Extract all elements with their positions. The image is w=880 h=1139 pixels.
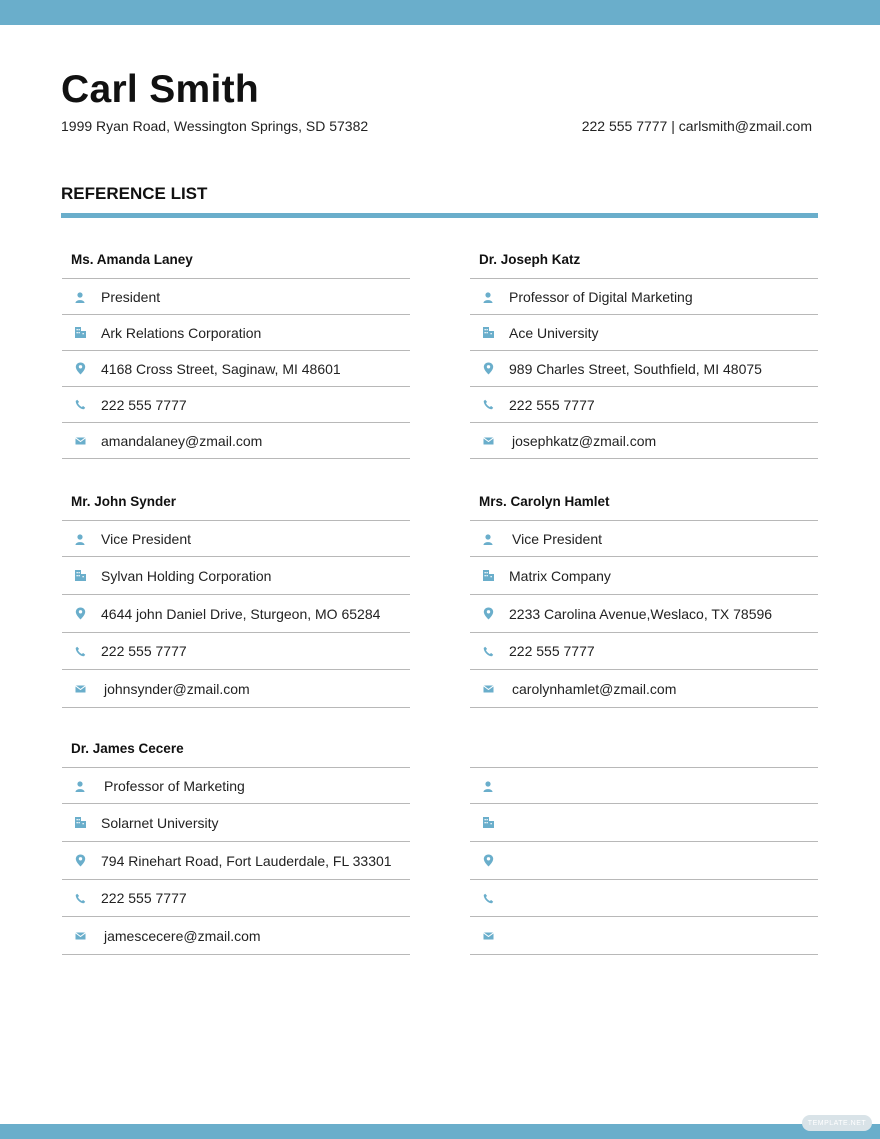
reference-address-row — [62, 595, 410, 633]
reference-email[interactable]: amandalaney@zmail.com — [101, 432, 263, 449]
person-icon — [481, 779, 495, 793]
reference-phone-row — [62, 880, 410, 917]
person-icon — [73, 779, 87, 793]
reference-name: Mrs. Carolyn Hamlet — [470, 486, 818, 521]
person-contact: 222 555 7777 | carlsmith@zmail.com — [581, 118, 812, 134]
phone-icon — [481, 891, 495, 905]
reference-card — [470, 486, 818, 708]
reference-title-row — [470, 768, 818, 804]
reference-address: 4168 Cross Street, Saginaw, MI 48601 — [101, 360, 341, 377]
reference-company: Solarnet University — [101, 814, 219, 831]
reference-company-row — [62, 557, 410, 595]
phone-icon — [73, 644, 87, 658]
reference-card — [470, 244, 818, 459]
reference-company: Matrix Company — [509, 567, 611, 584]
reference-email[interactable]: josephkatz@zmail.com — [512, 432, 657, 449]
person-icon — [481, 532, 495, 546]
reference-email-row — [470, 917, 818, 955]
mail-icon — [481, 434, 495, 448]
reference-title: Professor of Marketing — [104, 777, 245, 794]
reference-card — [62, 733, 410, 955]
reference-title: Vice President — [512, 530, 603, 547]
building-icon — [481, 816, 495, 830]
reference-address-row — [62, 351, 410, 387]
reference-card — [62, 244, 410, 459]
reference-title-row — [470, 279, 818, 315]
reference-company-row — [470, 557, 818, 595]
phone-icon — [73, 398, 87, 412]
reference-company-row — [470, 315, 818, 351]
reference-email-row — [62, 423, 410, 459]
person-address: 1999 Ryan Road, Wessington Springs, SD 57382 — [61, 118, 369, 134]
reference-title-row — [470, 521, 818, 557]
reference-title-row — [62, 768, 410, 804]
reference-email-row — [62, 917, 410, 955]
reference-address: 794 Rinehart Road, Fort Lauderdale, FL 33301 — [101, 852, 392, 869]
location-pin-icon — [73, 854, 87, 868]
reference-phone[interactable]: 222 555 7777 — [509, 643, 595, 659]
reference-address-row — [470, 595, 818, 633]
mail-icon — [73, 929, 87, 943]
building-icon — [481, 326, 495, 340]
building-icon — [73, 816, 87, 830]
reference-phone-row — [470, 880, 818, 917]
reference-name — [470, 733, 818, 768]
reference-address: 989 Charles Street, Southfield, MI 48075 — [509, 360, 762, 377]
reference-title: President — [101, 288, 161, 305]
reference-address: 4644 john Daniel Drive, Sturgeon, MO 65284 — [101, 605, 381, 622]
reference-phone-row — [62, 633, 410, 670]
reference-card — [470, 733, 818, 955]
location-pin-icon — [73, 607, 87, 621]
reference-company-row — [62, 804, 410, 842]
reference-address-row — [62, 842, 410, 880]
reference-title: Professor of Digital Marketing — [509, 288, 693, 305]
phone-icon — [481, 644, 495, 658]
reference-name: Mr. John Synder — [62, 486, 410, 521]
reference-phone-row — [470, 633, 818, 670]
reference-email-row — [470, 670, 818, 708]
reference-company: Ace University — [509, 324, 599, 341]
mail-icon — [481, 682, 495, 696]
person-icon — [73, 290, 87, 304]
location-pin-icon — [73, 362, 87, 376]
reference-phone-row — [470, 387, 818, 423]
top-accent-bar — [0, 0, 880, 25]
reference-phone[interactable]: 222 555 7777 — [101, 396, 187, 413]
mail-icon — [481, 929, 495, 943]
person-icon — [73, 532, 87, 546]
reference-phone[interactable]: 222 555 7777 — [101, 643, 187, 659]
section-divider — [61, 213, 818, 218]
mail-icon — [73, 682, 87, 696]
reference-name: Ms. Amanda Laney — [62, 244, 410, 279]
reference-company: Ark Relations Corporation — [101, 324, 262, 341]
reference-name: Dr. Joseph Katz — [470, 244, 818, 279]
reference-name: Dr. James Cecere — [62, 733, 410, 768]
reference-phone[interactable]: 222 555 7777 — [509, 396, 595, 413]
location-pin-icon — [481, 854, 495, 868]
reference-email-row — [470, 423, 818, 459]
building-icon — [73, 326, 87, 340]
reference-email[interactable]: johnsynder@zmail.com — [104, 680, 250, 697]
person-name: Carl Smith — [61, 68, 260, 111]
reference-email[interactable]: jamescecere@zmail.com — [104, 927, 261, 944]
reference-title: Vice President — [101, 530, 192, 547]
reference-email[interactable]: carolynhamlet@zmail.com — [512, 680, 677, 697]
phone-icon — [73, 891, 87, 905]
watermark-badge: TEMPLATE.NET — [802, 1115, 872, 1131]
building-icon — [73, 569, 87, 583]
reference-address-row — [470, 351, 818, 387]
reference-title-row — [62, 521, 410, 557]
reference-company-row — [470, 804, 818, 842]
reference-card — [62, 486, 410, 708]
mail-icon — [73, 434, 87, 448]
reference-company-row — [62, 315, 410, 351]
person-icon — [481, 290, 495, 304]
reference-phone-row — [62, 387, 410, 423]
bottom-accent-bar — [0, 1124, 880, 1139]
phone-icon — [481, 398, 495, 412]
section-title: REFERENCE LIST — [61, 184, 208, 203]
location-pin-icon — [481, 607, 495, 621]
reference-address: 2233 Carolina Avenue,Weslaco, TX 78596 — [509, 605, 773, 622]
reference-address-row — [470, 842, 818, 880]
reference-company: Sylvan Holding Corporation — [101, 567, 272, 584]
location-pin-icon — [481, 362, 495, 376]
building-icon — [481, 569, 495, 583]
reference-title-row — [62, 279, 410, 315]
reference-phone[interactable]: 222 555 7777 — [101, 890, 187, 906]
reference-email-row — [62, 670, 410, 708]
